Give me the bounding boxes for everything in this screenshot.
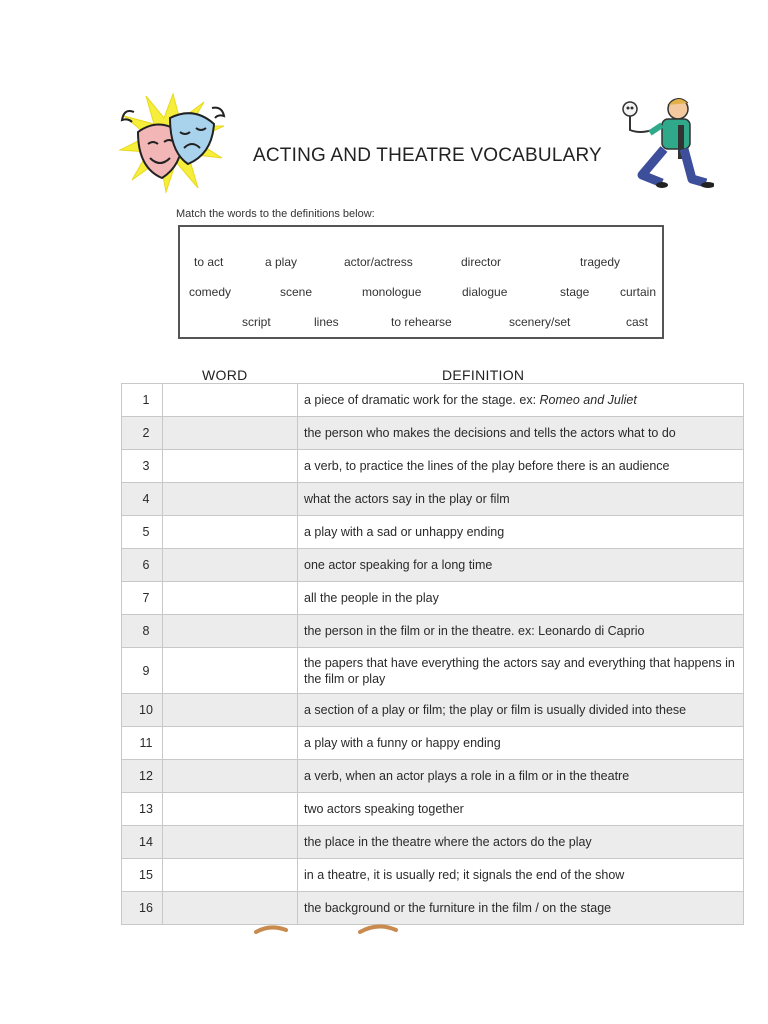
word-answer-cell[interactable]: [163, 384, 298, 417]
word-bank-item: scenery/set: [509, 315, 571, 329]
definition-cell: [298, 582, 744, 615]
definition-cell: [298, 384, 744, 417]
row-number: 2: [122, 417, 163, 450]
word-bank-item: cast: [626, 315, 649, 329]
word-answer-cell[interactable]: [163, 826, 298, 859]
word-bank-item: to rehearse: [391, 315, 452, 329]
hamlet-actor-icon: [618, 95, 714, 195]
definition-cell: [298, 549, 744, 582]
definition-cell: [298, 516, 744, 549]
definition-text: one actor speaking for a long time: [304, 558, 493, 572]
word-bank-item: to act: [194, 255, 224, 269]
table-row: [122, 384, 744, 417]
row-number: 3: [122, 450, 163, 483]
table-row: [122, 450, 744, 483]
definition-cell: [298, 727, 744, 760]
bottom-decoration: [250, 924, 410, 936]
instructions: Match the words to the definitions below:: [176, 208, 375, 220]
word-bank: [178, 225, 664, 339]
table-row: [122, 826, 744, 859]
definition-cell: [298, 450, 744, 483]
table-row: [122, 694, 744, 727]
table-row: [122, 417, 744, 450]
table-row: [122, 648, 744, 694]
word-bank-item: scene: [280, 285, 313, 299]
word-bank-item: director: [461, 255, 502, 269]
vocabulary-table: [121, 383, 744, 925]
definition-text: a play with a funny or happy ending: [304, 736, 501, 750]
definition-cell: [298, 615, 744, 648]
definition-text: a play with a sad or unhappy ending: [304, 525, 505, 539]
table-row: [122, 549, 744, 582]
word-bank-item: script: [242, 315, 271, 329]
definition-cell: [298, 859, 744, 892]
row-number: 9: [122, 648, 163, 694]
row-number: 5: [122, 516, 163, 549]
table-row: [122, 582, 744, 615]
row-number: 13: [122, 793, 163, 826]
definition-text: two actors speaking together: [304, 802, 464, 816]
definition-text: what the actors say in the play or film: [304, 492, 510, 506]
word-answer-cell[interactable]: [163, 892, 298, 925]
row-number: 14: [122, 826, 163, 859]
row-number: 10: [122, 694, 163, 727]
definition-text: the papers that have everything the actors say and everything that happens in the film or play: [304, 655, 735, 686]
word-answer-cell[interactable]: [163, 450, 298, 483]
definition-text: in a theatre, it is usually red; it signals the end of the show: [304, 868, 625, 882]
definition-text: a verb, to practice the lines of the play before there is an audience: [304, 459, 670, 473]
row-number: 1: [122, 384, 163, 417]
word-bank-item: curtain: [620, 285, 657, 299]
table-row: [122, 892, 744, 925]
table-row: [122, 516, 744, 549]
row-number: 12: [122, 760, 163, 793]
definition-cell: [298, 648, 744, 694]
table-row: [122, 483, 744, 516]
definition-cell: [298, 483, 744, 516]
definition-cell: [298, 760, 744, 793]
definition-example: Romeo and Juliet: [539, 393, 637, 407]
definition-text: the person who makes the decisions and tells the actors what to do: [304, 426, 676, 440]
definition-text: the place in the theatre where the actors do the play: [304, 835, 592, 849]
word-bank-item: dialogue: [462, 285, 508, 299]
word-answer-cell[interactable]: [163, 859, 298, 892]
word-answer-cell[interactable]: [163, 483, 298, 516]
word-answer-cell[interactable]: [163, 582, 298, 615]
row-number: 6: [122, 549, 163, 582]
row-number: 15: [122, 859, 163, 892]
table-row: [122, 615, 744, 648]
row-number: 8: [122, 615, 163, 648]
definition-cell: [298, 694, 744, 727]
word-answer-cell[interactable]: [163, 648, 298, 694]
definition-text: a verb, when an actor plays a role in a film or in the theatre: [304, 769, 630, 783]
word-answer-cell[interactable]: [163, 417, 298, 450]
word-answer-cell[interactable]: [163, 516, 298, 549]
word-answer-cell[interactable]: [163, 549, 298, 582]
word-answer-cell[interactable]: [163, 615, 298, 648]
definition-cell: [298, 793, 744, 826]
definition-text: all the people in the play: [304, 591, 439, 605]
word-bank-item: a play: [265, 255, 298, 269]
row-number: 7: [122, 582, 163, 615]
table-row: [122, 859, 744, 892]
table-row: [122, 793, 744, 826]
definition-text: a piece of dramatic work for the stage. ex:: [304, 393, 540, 407]
definition-text: the person in the film or in the theatre. ex: Leonardo di Caprio: [304, 624, 645, 638]
word-column-header: WORD: [202, 367, 248, 383]
word-bank-item: stage: [560, 285, 590, 299]
definition-text: the background or the furniture in the film / on the stage: [304, 901, 612, 915]
row-number: 16: [122, 892, 163, 925]
word-bank-item: lines: [314, 315, 339, 329]
definition-column-header: DEFINITION: [442, 367, 525, 383]
table-row: [122, 760, 744, 793]
definition-text: a section of a play or film; the play or film is usually divided into these: [304, 703, 687, 717]
word-bank-item: comedy: [189, 285, 232, 299]
word-bank-item: monologue: [362, 285, 422, 299]
word-bank-item: tragedy: [580, 255, 621, 269]
word-answer-cell[interactable]: [163, 694, 298, 727]
word-answer-cell[interactable]: [163, 760, 298, 793]
page-title: ACTING AND THEATRE VOCABULARY: [253, 145, 602, 166]
word-answer-cell[interactable]: [163, 727, 298, 760]
table-row: [122, 727, 744, 760]
word-bank-item: actor/actress: [344, 255, 413, 269]
definition-cell: [298, 417, 744, 450]
definition-cell: [298, 826, 744, 859]
theatre-masks-icon: [118, 92, 228, 194]
word-answer-cell[interactable]: [163, 793, 298, 826]
definition-cell: [298, 892, 744, 925]
row-number: 4: [122, 483, 163, 516]
row-number: 11: [122, 727, 163, 760]
